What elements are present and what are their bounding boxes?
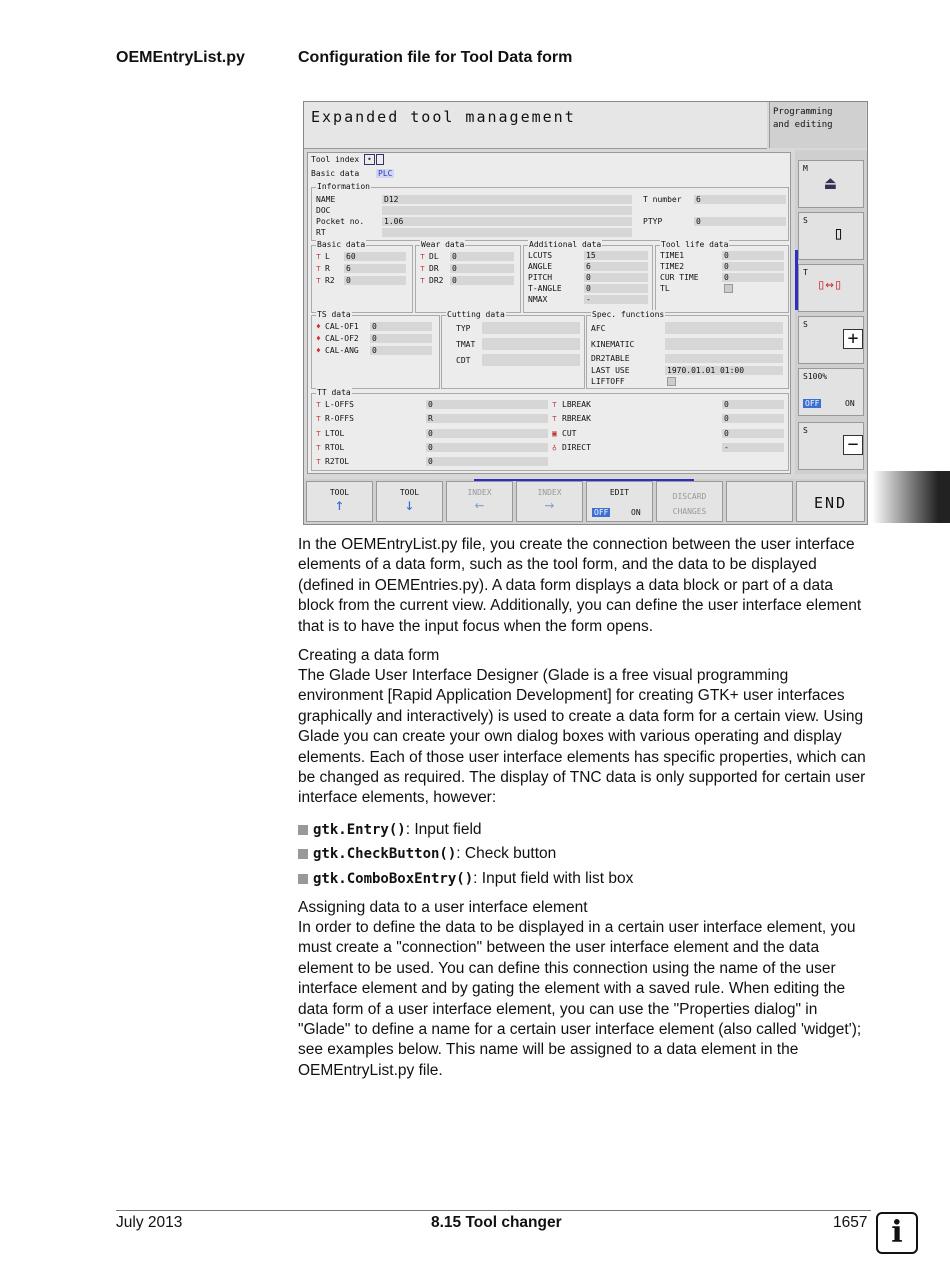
softkey-tool-down[interactable]: TOOL ↓ xyxy=(376,481,443,522)
checkbox-liftoff[interactable] xyxy=(667,377,676,386)
group-life-title: Tool life data xyxy=(661,240,729,249)
field-cur-time[interactable]: 0 xyxy=(722,273,784,282)
header-title: Configuration file for Tool Data form xyxy=(298,49,573,66)
field-rt[interactable] xyxy=(382,228,632,237)
group-additional-data xyxy=(523,240,653,313)
label-r: R xyxy=(325,264,330,273)
screen-title-bar xyxy=(304,102,767,149)
group-spec-title: Spec. functions xyxy=(592,310,665,319)
label-nmax: NMAX xyxy=(528,295,548,304)
heading-assigning-data: Assigning data to a user interface element xyxy=(298,899,588,916)
softkey-t[interactable]: T ▯↔▯ xyxy=(798,264,864,312)
widget-list xyxy=(298,818,873,891)
softkey-edit[interactable]: EDIT OFF ON xyxy=(586,481,653,522)
label-lbreak: LBREAK xyxy=(562,400,591,409)
screen-title: Expanded tool management xyxy=(311,108,576,126)
list-item: gtk.CheckButton() : Check button xyxy=(298,842,873,866)
field-r[interactable]: 6 xyxy=(344,264,406,273)
field-angle[interactable]: 6 xyxy=(584,262,648,271)
group-information xyxy=(311,182,789,241)
mode-line-1: Programming xyxy=(773,107,833,117)
label-rbreak: RBREAK xyxy=(562,414,591,423)
list-item: gtk.ComboBoxEntry() : Input field with list box xyxy=(298,867,873,891)
field-name[interactable]: D12 xyxy=(382,195,632,204)
checkbox-tl[interactable] xyxy=(724,284,733,293)
softkey-empty[interactable] xyxy=(726,481,793,522)
tab-plc[interactable]: PLC xyxy=(378,169,393,178)
override-off: OFF xyxy=(805,399,820,408)
field-time2[interactable]: 0 xyxy=(722,262,784,271)
tool-data-form xyxy=(307,152,791,474)
label-cal-ang: CAL-ANG xyxy=(325,346,359,355)
label-ltol: LTOL xyxy=(325,429,345,438)
field-r-offs[interactable]: R xyxy=(426,414,548,423)
tool-management-screenshot xyxy=(303,101,868,525)
edit-off: OFF xyxy=(594,508,609,517)
group-basic-title: Basic data xyxy=(317,240,366,249)
field-last-use[interactable]: 1970.01.01 01:00 xyxy=(665,366,783,375)
label-last-use: LAST USE xyxy=(591,366,630,375)
label-pocket: Pocket no. xyxy=(316,217,365,226)
label-afc: AFC xyxy=(591,324,606,333)
field-pocket[interactable]: 1.06 xyxy=(382,217,632,226)
paragraph-glade: The Glade User Interface Designer (Glade is a free visual programming environment [Rapid Application Development] for creating GTK+ user interfaces graphically and interactively) is used to create a data form for a certain view. Using Glade you can create your own dialog boxes with various operating and display elements. Each of those user interface elements has specific properties, which can be changed as required. The display of TNC data is only supported for certain user interface elements, however: xyxy=(298,667,866,807)
page-number: 1657 xyxy=(833,1214,868,1231)
group-wear-title: Wear data xyxy=(421,240,465,249)
arrow-down-icon: ↓ xyxy=(404,495,415,514)
label-cal-of2: CAL-OF2 xyxy=(325,334,359,343)
spindle-icon: ⏏ xyxy=(825,173,836,194)
field-dr2table[interactable] xyxy=(665,354,783,363)
footer-section: 8.15 Tool changer xyxy=(431,1214,562,1231)
group-cutting-data xyxy=(441,310,585,389)
field-direct[interactable]: - xyxy=(722,443,784,452)
footer-rule xyxy=(116,1210,871,1211)
label-r2: R2 xyxy=(325,276,335,285)
softkey-s-plus[interactable]: S + xyxy=(798,316,864,364)
field-r2tol[interactable]: 0 xyxy=(426,457,548,466)
label-cdt: CDT xyxy=(456,356,471,365)
mode-line-2: and editing xyxy=(773,120,833,130)
field-l[interactable]: 60 xyxy=(344,252,406,261)
paragraph-assigning: In order to define the data to be displayed in a certain user interface element, you must create a "connection" between the user interface element and the data element to be used. You can define this connection using the name of the user interface element and by gating the element with a saved rule. When editing the data form of a user interface element, you can use the "Properties dialog" in "Glade" to define a name for a certain user interface element (also called 'widget'); see examples below. This name will be assigned to a data element in the OEMEntryList.py file. xyxy=(298,919,862,1079)
field-rbreak[interactable]: 0 xyxy=(722,414,784,423)
group-additional-title: Additional data xyxy=(529,240,602,249)
label-rtol: RTOL xyxy=(325,443,345,452)
label-cal-of1: CAL-OF1 xyxy=(325,322,359,331)
field-dr[interactable]: 0 xyxy=(450,264,514,273)
group-basic-data: Basic data ⊤ L 60 ⊤ R 6 ⊤ R2 0 xyxy=(311,245,413,313)
field-time1[interactable]: 0 xyxy=(722,251,784,260)
field-rtol[interactable]: 0 xyxy=(426,443,548,452)
label-angle: ANGLE xyxy=(528,262,553,271)
combo-kinematic[interactable] xyxy=(665,338,783,350)
plus-icon: + xyxy=(843,329,863,349)
combo-cdt[interactable] xyxy=(482,354,580,366)
mode-indicator xyxy=(769,102,866,148)
field-cal-of1[interactable]: 0 xyxy=(370,322,432,331)
label-rt: RT xyxy=(316,228,326,237)
label-typ: TYP xyxy=(456,324,471,333)
field-cal-of2[interactable]: 0 xyxy=(370,334,432,343)
softkey-end[interactable]: END xyxy=(796,481,865,522)
label-direct: DIRECT xyxy=(562,443,591,452)
label-r-offs: R-OFFS xyxy=(325,414,354,423)
field-r2[interactable]: 0 xyxy=(344,276,406,285)
chapter-tab xyxy=(872,471,950,523)
arrow-left-icon: ← xyxy=(474,495,485,514)
label-tl: TL xyxy=(660,284,670,293)
softkey-m[interactable]: M ⏏ xyxy=(798,160,864,208)
label-liftoff: LIFTOFF xyxy=(591,377,625,386)
label-time2: TIME2 xyxy=(660,262,685,271)
label-r2tol: R2TOL xyxy=(325,457,350,466)
field-l-offs[interactable]: 0 xyxy=(426,400,548,409)
softkey-index-left[interactable]: INDEX ← xyxy=(446,481,513,522)
softkey-discard-changes[interactable]: DISCARD CHANGES xyxy=(656,481,723,522)
field-dl[interactable]: 0 xyxy=(450,252,514,261)
label-time1: TIME1 xyxy=(660,251,685,260)
label-lcuts: LCUTS xyxy=(528,251,553,260)
field-pitch[interactable]: 0 xyxy=(584,273,648,282)
group-ts-data: TS data ♦ CAL-OF1 0 ♦ CAL-OF2 0 ♦ CAL-ANG 0 xyxy=(311,315,440,389)
group-tt-title: TT data xyxy=(317,388,351,397)
vertical-softkey-bar xyxy=(795,150,867,474)
label-kinematic: KINEMATIC xyxy=(591,340,635,349)
group-tt-data: TT data ⊤ L-OFFS 0 ⊤ R-OFFS R ⊤ LTOL 0 ⊤ RTOL 0 ⊤ R2TOL 0 ⊤ LBREAK 0 ⊤ RBREAK 0 ▣ CUT 0 ♁ DIRECT - xyxy=(311,393,789,471)
tool-change-icon: ▯↔▯ xyxy=(817,277,843,293)
label-cut: CUT xyxy=(562,429,577,438)
combo-tmat[interactable] xyxy=(482,338,580,350)
group-ts-title: TS data xyxy=(317,310,351,319)
header-file-name: OEMEntryList.py xyxy=(116,49,245,66)
override-on: ON xyxy=(845,399,855,408)
field-cut[interactable]: 0 xyxy=(722,429,784,438)
arrow-up-icon: ↑ xyxy=(334,495,345,514)
label-t-angle: T-ANGLE xyxy=(528,284,562,293)
arrow-right-icon: → xyxy=(544,495,555,514)
label-ptyp: PTYP xyxy=(643,217,663,226)
softkey-index-right[interactable]: INDEX → xyxy=(516,481,583,522)
combo-typ[interactable] xyxy=(482,322,580,334)
label-t-number: T number xyxy=(643,195,682,204)
horizontal-softkey-bar xyxy=(304,479,867,524)
label-pitch: PITCH xyxy=(528,273,553,282)
tool-holder-icon: ▯ xyxy=(833,223,844,244)
list-item: gtk.Entry() : Input field xyxy=(298,818,873,842)
combo-afc[interactable] xyxy=(665,322,783,334)
softkey-s-minus[interactable]: S − xyxy=(798,422,864,470)
label-l: L xyxy=(325,252,330,261)
heading-creating-data-form: Creating a data form xyxy=(298,647,440,664)
softkey-spindle-override[interactable]: S100% OFF ON xyxy=(798,368,864,416)
group-cutting-title: Cutting data xyxy=(447,310,505,319)
paragraph-intro: In the OEMEntryList.py file, you create the connection between the user interface elements of a data form, such as the tool form, and the data to be displayed (defined in OEMEntries.py). A data form displays a data block or part of a data block from the current view. Additionally, you can define the user interface element that is to have the input focus when the form opens. xyxy=(298,536,862,635)
softkey-tool-up[interactable]: TOOL ↑ xyxy=(306,481,373,522)
tab-basic-data[interactable]: Basic data xyxy=(311,169,360,178)
tab-tool-index[interactable]: Tool index • xyxy=(311,155,384,164)
group-information-title: Information xyxy=(317,182,370,191)
label-dl: DL xyxy=(429,252,439,261)
label-dr2table: DR2TABLE xyxy=(591,354,630,363)
field-lcuts[interactable]: 15 xyxy=(584,251,648,260)
label-dr: DR xyxy=(429,264,439,273)
softkey-s[interactable]: S ▯ xyxy=(798,212,864,260)
field-doc[interactable] xyxy=(382,206,632,215)
edit-on: ON xyxy=(631,508,641,517)
label-cur-time: CUR TIME xyxy=(660,273,699,282)
field-t-number[interactable]: 6 xyxy=(694,195,786,204)
footer-date: July 2013 xyxy=(116,1214,183,1231)
group-spec-functions xyxy=(586,310,789,389)
label-l-offs: L-OFFS xyxy=(325,400,354,409)
field-ltol[interactable]: 0 xyxy=(426,429,548,438)
label-name: NAME xyxy=(316,195,336,204)
label-doc: DOC xyxy=(316,206,331,215)
field-t-angle[interactable]: 0 xyxy=(584,284,648,293)
group-tool-life-data xyxy=(655,240,789,313)
label-dr2: DR2 xyxy=(429,276,444,285)
field-nmax[interactable]: - xyxy=(584,295,648,304)
field-ptyp[interactable]: 0 xyxy=(694,217,786,226)
group-wear-data: Wear data ⊤ DL 0 ⊤ DR 0 ⊤ DR2 0 xyxy=(415,245,521,313)
field-cal-ang[interactable]: 0 xyxy=(370,346,432,355)
field-lbreak[interactable]: 0 xyxy=(722,400,784,409)
label-tmat: TMAT xyxy=(456,340,476,349)
info-icon: i xyxy=(876,1212,918,1254)
minus-icon: − xyxy=(843,435,863,455)
field-dr2[interactable]: 0 xyxy=(450,276,514,285)
